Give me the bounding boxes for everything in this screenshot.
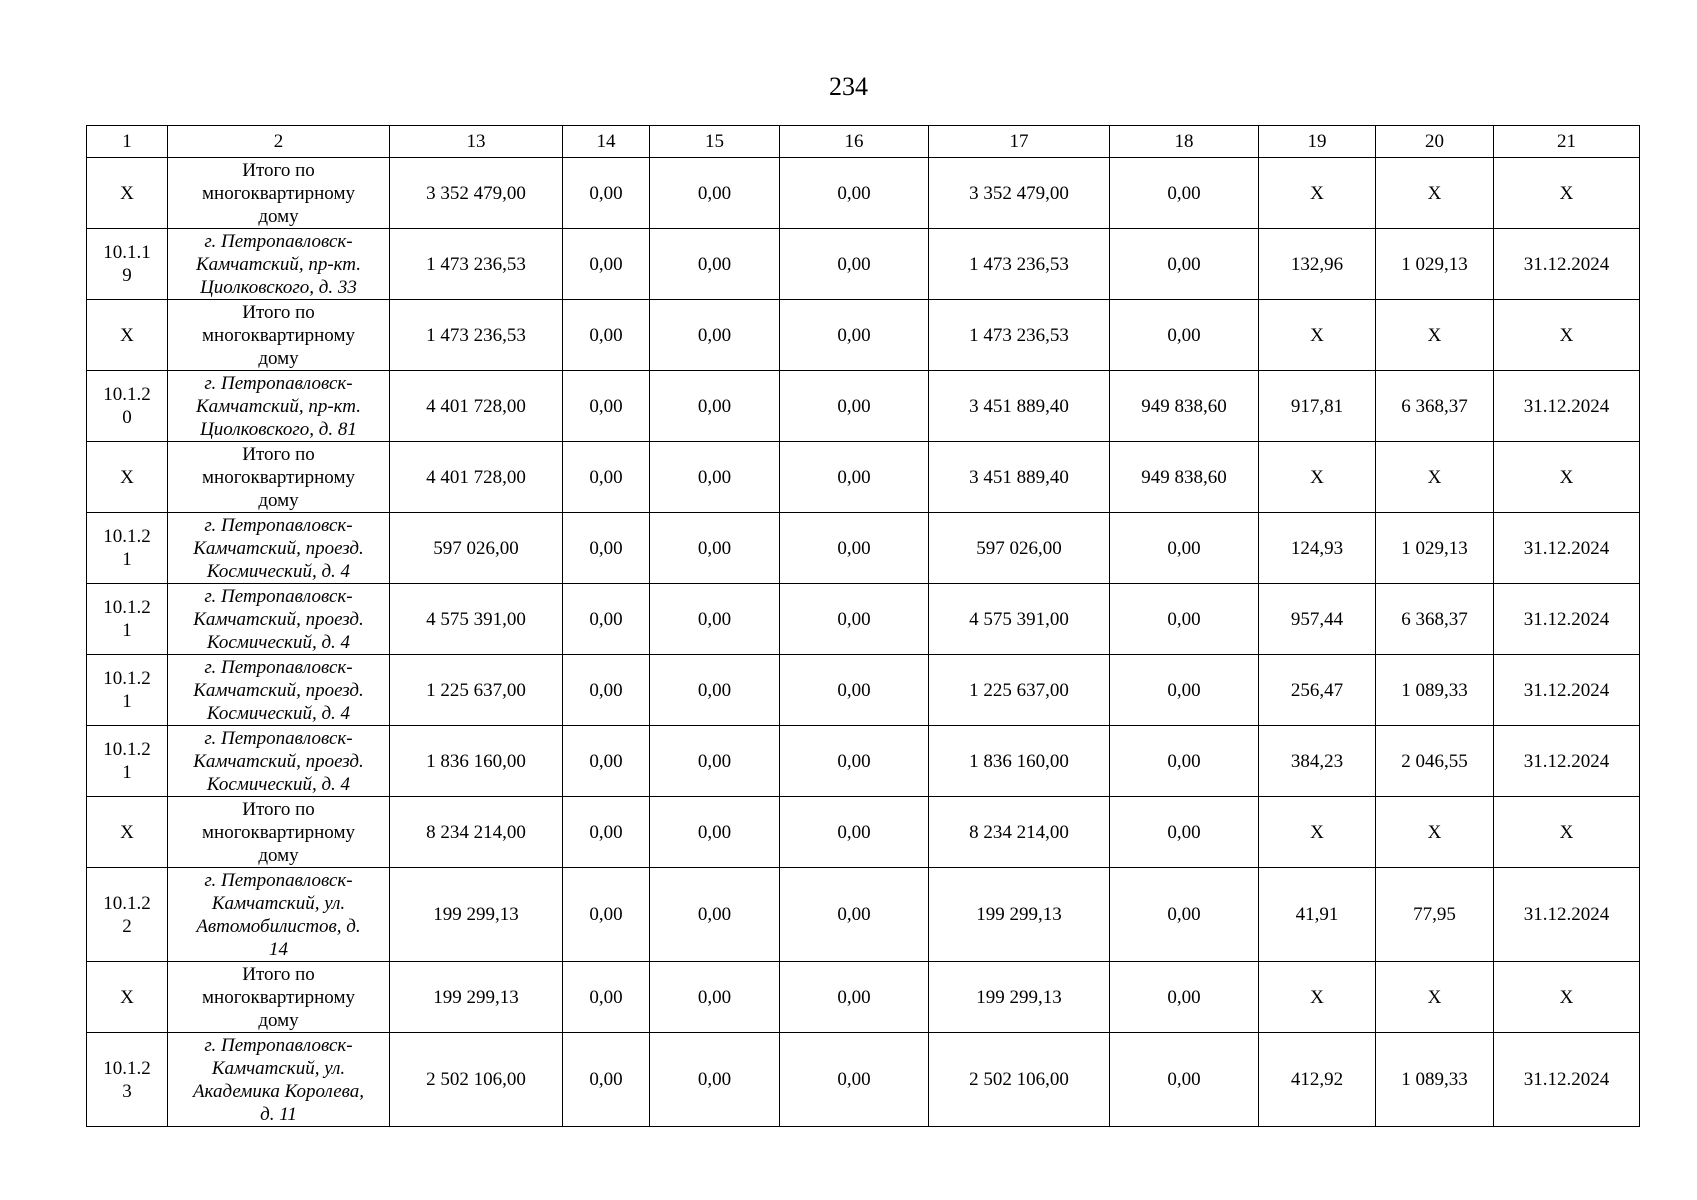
amount-col18-cell: 0,00 [1110,158,1259,229]
table-row [87,584,1640,655]
amount-total-cell: 1 836 160,00 [390,726,563,797]
cost-per-unit-cell: Х [1376,300,1494,371]
data-table [86,125,1640,1127]
area-cell: 124,93 [1259,513,1376,584]
amount-total-cell: 4 401 728,00 [390,442,563,513]
amount-total-cell: 597 026,00 [390,513,563,584]
amount-col17-cell: 4 575 391,00 [929,584,1110,655]
row-number-cell: 10.1.2 3 [87,1033,168,1127]
area-cell: 412,92 [1259,1033,1376,1127]
amount-total-cell: 1 473 236,53 [390,300,563,371]
amount-col16-cell: 0,00 [780,726,929,797]
row-number-cell: 10.1.2 1 [87,584,168,655]
table-row [87,868,1640,962]
address-cell: г. Петропавловск- Камчатский, проезд. Космический, д. 4 [168,726,390,797]
amount-col16-cell: 0,00 [780,584,929,655]
amount-col18-cell: 0,00 [1110,655,1259,726]
address-cell: Итого по многоквартирному дому [168,442,390,513]
amount-col16-cell: 0,00 [780,158,929,229]
address-cell: Итого по многоквартирному дому [168,158,390,229]
amount-col14-cell: 0,00 [563,300,650,371]
amount-col18-cell: 949 838,60 [1110,371,1259,442]
amount-col17-cell: 1 225 637,00 [929,655,1110,726]
deadline-cell: Х [1494,962,1640,1033]
deadline-cell: 31.12.2024 [1494,868,1640,962]
amount-col15-cell: 0,00 [650,513,780,584]
column-header: 18 [1110,126,1259,158]
area-cell: 384,23 [1259,726,1376,797]
amount-col18-cell: 0,00 [1110,300,1259,371]
amount-col16-cell: 0,00 [780,868,929,962]
amount-col17-cell: 3 352 479,00 [929,158,1110,229]
amount-col18-cell: 0,00 [1110,962,1259,1033]
row-number-cell: 10.1.2 1 [87,726,168,797]
amount-col17-cell: 1 836 160,00 [929,726,1110,797]
total-row [87,300,1640,371]
address-cell: Итого по многоквартирному дому [168,300,390,371]
deadline-cell: 31.12.2024 [1494,371,1640,442]
amount-total-cell: 4 401 728,00 [390,371,563,442]
address-cell: г. Петропавловск- Камчатский, пр-кт. Циолковского, д. 81 [168,371,390,442]
cost-per-unit-cell: 1 029,13 [1376,229,1494,300]
address-cell: г. Петропавловск- Камчатский, проезд. Космический, д. 4 [168,655,390,726]
deadline-cell: 31.12.2024 [1494,584,1640,655]
amount-col14-cell: 0,00 [563,868,650,962]
column-header: 21 [1494,126,1640,158]
total-row [87,158,1640,229]
amount-col18-cell: 0,00 [1110,513,1259,584]
amount-col18-cell: 0,00 [1110,584,1259,655]
amount-col16-cell: 0,00 [780,371,929,442]
table-row [87,371,1640,442]
row-number-cell: 10.1.1 9 [87,229,168,300]
column-header: 19 [1259,126,1376,158]
amount-col14-cell: 0,00 [563,229,650,300]
deadline-cell: Х [1494,158,1640,229]
deadline-cell: 31.12.2024 [1494,726,1640,797]
cost-per-unit-cell: 1 089,33 [1376,1033,1494,1127]
deadline-cell: Х [1494,797,1640,868]
amount-col18-cell: 0,00 [1110,797,1259,868]
table-row [87,513,1640,584]
cost-per-unit-cell: 1 029,13 [1376,513,1494,584]
area-cell: 917,81 [1259,371,1376,442]
amount-col16-cell: 0,00 [780,229,929,300]
amount-total-cell: 4 575 391,00 [390,584,563,655]
amount-col17-cell: 8 234 214,00 [929,797,1110,868]
total-row [87,962,1640,1033]
amount-col17-cell: 1 473 236,53 [929,300,1110,371]
area-cell: 256,47 [1259,655,1376,726]
area-cell: Х [1259,158,1376,229]
amount-col17-cell: 199 299,13 [929,868,1110,962]
amount-col14-cell: 0,00 [563,726,650,797]
amount-total-cell: 199 299,13 [390,868,563,962]
row-number-cell: Х [87,442,168,513]
column-header: 16 [780,126,929,158]
table-row [87,229,1640,300]
amount-total-cell: 8 234 214,00 [390,797,563,868]
amount-col14-cell: 0,00 [563,962,650,1033]
amount-col18-cell: 0,00 [1110,1033,1259,1127]
deadline-cell: 31.12.2024 [1494,655,1640,726]
amount-col16-cell: 0,00 [780,442,929,513]
deadline-cell: Х [1494,300,1640,371]
cost-per-unit-cell: Х [1376,962,1494,1033]
amount-col15-cell: 0,00 [650,962,780,1033]
amount-col15-cell: 0,00 [650,229,780,300]
amount-col16-cell: 0,00 [780,655,929,726]
deadline-cell: 31.12.2024 [1494,513,1640,584]
amount-col15-cell: 0,00 [650,584,780,655]
amount-col17-cell: 2 502 106,00 [929,1033,1110,1127]
amount-col18-cell: 949 838,60 [1110,442,1259,513]
amount-col15-cell: 0,00 [650,371,780,442]
amount-col15-cell: 0,00 [650,655,780,726]
address-cell: г. Петропавловск- Камчатский, ул. Академика Королева, д. 11 [168,1033,390,1127]
column-header: 15 [650,126,780,158]
amount-col16-cell: 0,00 [780,300,929,371]
amount-col15-cell: 0,00 [650,442,780,513]
area-cell: 957,44 [1259,584,1376,655]
deadline-cell: Х [1494,442,1640,513]
address-cell: г. Петропавловск- Камчатский, пр-кт. Циолковского, д. 33 [168,229,390,300]
amount-total-cell: 2 502 106,00 [390,1033,563,1127]
cost-per-unit-cell: 2 046,55 [1376,726,1494,797]
cost-per-unit-cell: 1 089,33 [1376,655,1494,726]
column-header: 17 [929,126,1110,158]
area-cell: Х [1259,797,1376,868]
amount-col14-cell: 0,00 [563,655,650,726]
amount-col15-cell: 0,00 [650,300,780,371]
column-header: 13 [390,126,563,158]
amount-col18-cell: 0,00 [1110,868,1259,962]
amount-col14-cell: 0,00 [563,442,650,513]
area-cell: Х [1259,962,1376,1033]
cost-per-unit-cell: Х [1376,442,1494,513]
amount-col18-cell: 0,00 [1110,229,1259,300]
amount-col16-cell: 0,00 [780,962,929,1033]
row-number-cell: 10.1.2 2 [87,868,168,962]
cost-per-unit-cell: 77,95 [1376,868,1494,962]
page-number: 234 [829,72,868,101]
amount-total-cell: 1 473 236,53 [390,229,563,300]
address-cell: Итого по многоквартирному дому [168,797,390,868]
amount-col15-cell: 0,00 [650,1033,780,1127]
amount-col17-cell: 199 299,13 [929,962,1110,1033]
amount-col17-cell: 597 026,00 [929,513,1110,584]
row-number-cell: Х [87,300,168,371]
column-header: 20 [1376,126,1494,158]
cost-per-unit-cell: 6 368,37 [1376,371,1494,442]
total-row [87,797,1640,868]
amount-col14-cell: 0,00 [563,797,650,868]
amount-col16-cell: 0,00 [780,513,929,584]
amount-col17-cell: 3 451 889,40 [929,442,1110,513]
table-body [87,158,1640,1127]
row-number-cell: Х [87,797,168,868]
table-row [87,726,1640,797]
column-header: 1 [87,126,168,158]
amount-col15-cell: 0,00 [650,726,780,797]
address-cell: Итого по многоквартирному дому [168,962,390,1033]
amount-col14-cell: 0,00 [563,1033,650,1127]
amount-total-cell: 1 225 637,00 [390,655,563,726]
area-cell: Х [1259,442,1376,513]
amount-total-cell: 3 352 479,00 [390,158,563,229]
deadline-cell: 31.12.2024 [1494,1033,1640,1127]
cost-per-unit-cell: 6 368,37 [1376,584,1494,655]
row-number-cell: Х [87,962,168,1033]
column-header: 2 [168,126,390,158]
amount-col14-cell: 0,00 [563,584,650,655]
amount-col17-cell: 3 451 889,40 [929,371,1110,442]
amount-col14-cell: 0,00 [563,371,650,442]
address-cell: г. Петропавловск- Камчатский, проезд. Космический, д. 4 [168,584,390,655]
amount-col14-cell: 0,00 [563,158,650,229]
amount-col15-cell: 0,00 [650,868,780,962]
total-row [87,442,1640,513]
amount-col15-cell: 0,00 [650,797,780,868]
row-number-cell: 10.1.2 1 [87,655,168,726]
deadline-cell: 31.12.2024 [1494,229,1640,300]
amount-col14-cell: 0,00 [563,513,650,584]
area-cell: 132,96 [1259,229,1376,300]
address-cell: г. Петропавловск- Камчатский, проезд. Космический, д. 4 [168,513,390,584]
amount-total-cell: 199 299,13 [390,962,563,1033]
area-cell: 41,91 [1259,868,1376,962]
header-row [87,126,1640,158]
area-cell: Х [1259,300,1376,371]
amount-col16-cell: 0,00 [780,797,929,868]
cost-per-unit-cell: Х [1376,797,1494,868]
row-number-cell: 10.1.2 0 [87,371,168,442]
table-row [87,1033,1640,1127]
cost-per-unit-cell: Х [1376,158,1494,229]
row-number-cell: Х [87,158,168,229]
amount-col16-cell: 0,00 [780,1033,929,1127]
amount-col15-cell: 0,00 [650,158,780,229]
address-cell: г. Петропавловск- Камчатский, ул. Автомобилистов, д. 14 [168,868,390,962]
column-header: 14 [563,126,650,158]
table-row [87,655,1640,726]
row-number-cell: 10.1.2 1 [87,513,168,584]
amount-col17-cell: 1 473 236,53 [929,229,1110,300]
amount-col18-cell: 0,00 [1110,726,1259,797]
